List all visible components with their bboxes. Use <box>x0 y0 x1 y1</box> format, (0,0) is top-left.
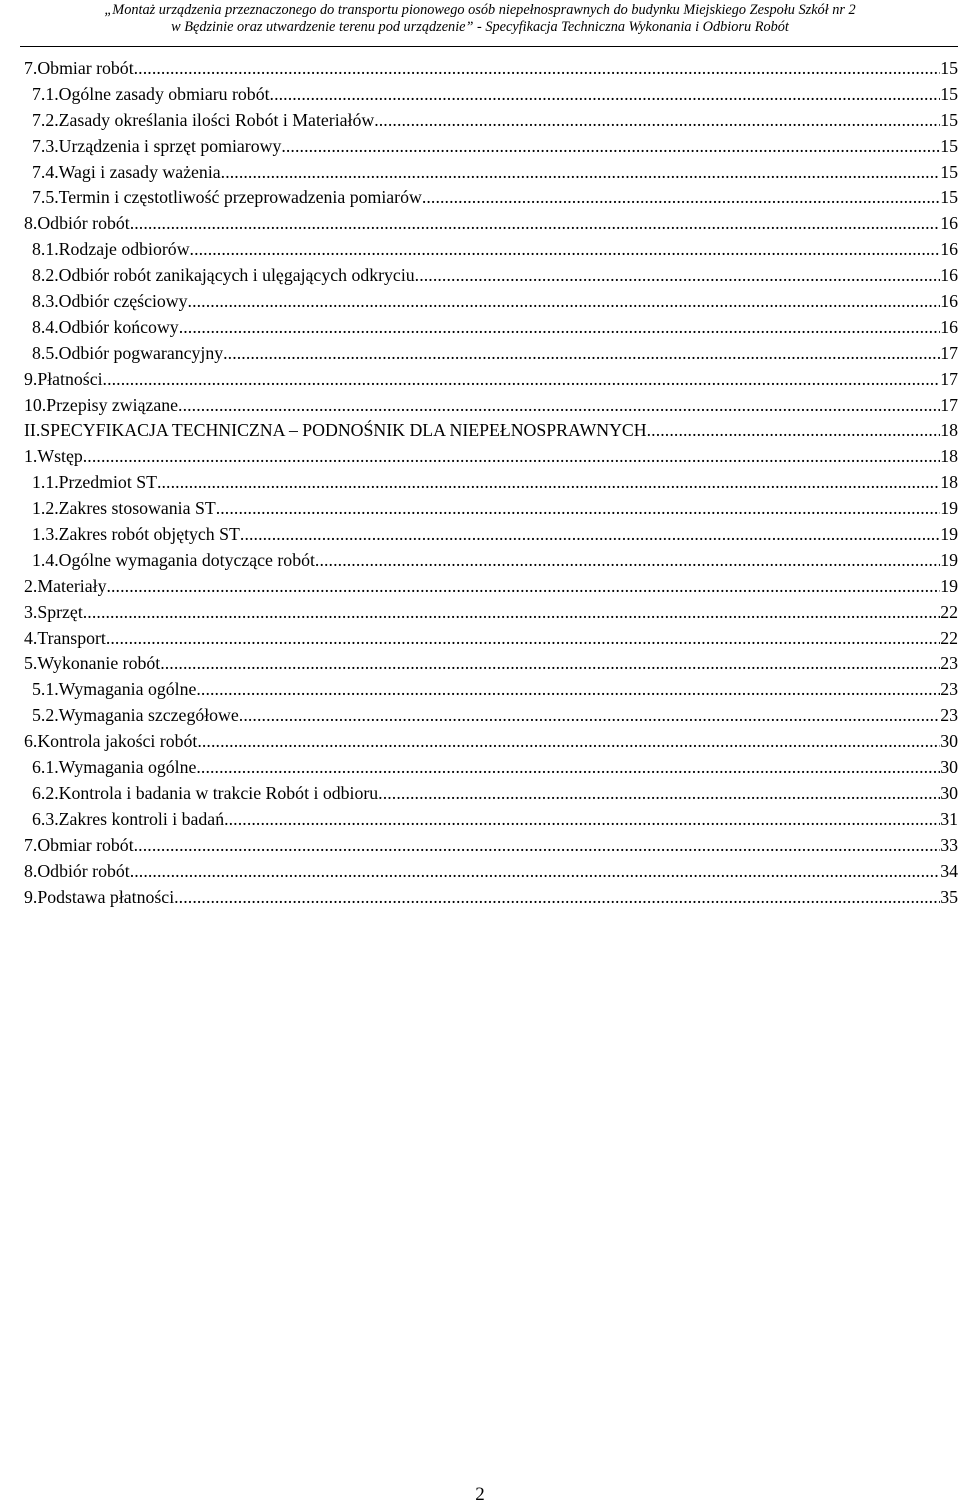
toc-entry[interactable] <box>24 677 958 703</box>
toc-leader-dots <box>130 859 941 885</box>
toc-entry-label: 8.2.Odbiór robót zanikających i ulęgających odkryciu <box>32 265 415 286</box>
toc-entry[interactable] <box>24 341 958 367</box>
toc-leader-dots <box>190 237 941 263</box>
page-number: 2 <box>475 1484 485 1505</box>
toc-entry-page: 19 <box>940 549 958 570</box>
toc-entry[interactable] <box>24 315 958 341</box>
toc-entry-page: 16 <box>940 239 958 260</box>
toc-entry-label: II.SPECYFIKACJA TECHNICZNA – PODNOŚNIK DLA NIEPEŁNOSPRAWNYCH <box>24 420 647 441</box>
toc-entry-label: 1.2.Zakres stosowania ST <box>32 498 216 519</box>
toc-entry[interactable] <box>24 574 958 600</box>
header-line-2: w Będzinie oraz utwardzenie terenu pod urządzenie” - Specyfikacja Techniczna Wykonania i Odbioru Robót <box>171 19 789 35</box>
toc-entry-page: 15 <box>940 83 958 104</box>
toc-leader-dots <box>422 185 940 211</box>
toc-leader-dots <box>106 626 940 652</box>
toc-entry-label: 6.1.Wymagania ogólne <box>32 757 197 778</box>
toc-entry[interactable] <box>24 211 958 237</box>
toc-entry[interactable] <box>24 807 958 833</box>
toc-leader-dots <box>240 522 940 548</box>
toc-entry-page: 22 <box>940 627 958 648</box>
toc-entry-label: 7.Obmiar robót <box>24 834 134 855</box>
toc-entry-label: 1.Wstęp <box>24 446 83 467</box>
toc-entry-page: 19 <box>940 575 958 596</box>
toc-leader-dots <box>83 444 940 470</box>
running-header <box>0 0 960 44</box>
toc-entry-page: 15 <box>940 135 958 156</box>
toc-leader-dots <box>315 548 940 574</box>
toc-entry-label: 1.1.Przedmiot ST <box>32 472 157 493</box>
toc-leader-dots <box>239 703 940 729</box>
toc-entry[interactable] <box>24 626 958 652</box>
toc-entry-label: 7.4.Wagi i zasady ważenia <box>32 161 221 182</box>
toc-entry-label: 10.Przepisy związane <box>24 394 179 415</box>
toc-leader-dots <box>130 211 941 237</box>
toc-entry-page: 17 <box>940 368 958 389</box>
toc-entry-label: 1.4.Ogólne wymagania dotyczące robót <box>32 549 315 570</box>
toc-entry[interactable] <box>24 885 958 911</box>
toc-entry[interactable] <box>24 185 958 211</box>
toc-entry[interactable] <box>24 263 958 289</box>
toc-leader-dots <box>160 651 940 677</box>
toc-entry-page: 31 <box>940 808 958 829</box>
toc-entry-page: 30 <box>940 757 958 778</box>
toc-entry-page: 34 <box>940 860 958 881</box>
toc-leader-dots <box>103 367 941 393</box>
toc-entry-label: 6.3.Zakres kontroli i badań <box>32 808 225 829</box>
toc-entry-label: 8.5.Odbiór pogwarancyjny <box>32 342 224 363</box>
toc-entry-label: 9.Podstawa płatności <box>24 886 175 907</box>
toc-leader-dots <box>216 496 941 522</box>
toc-leader-dots <box>223 341 940 367</box>
toc-entry[interactable] <box>24 755 958 781</box>
toc-entry-page: 23 <box>940 679 958 700</box>
toc-entry-label: 7.2.Zasady określania ilości Robót i Materiałów <box>32 109 375 130</box>
toc-entry-page: 33 <box>940 834 958 855</box>
toc-leader-dots <box>106 574 940 600</box>
toc-entry[interactable] <box>24 108 958 134</box>
toc-leader-dots <box>196 677 940 703</box>
toc-entry[interactable] <box>24 160 958 186</box>
toc-entry-page: 19 <box>940 524 958 545</box>
toc-entry-page: 17 <box>940 394 958 415</box>
toc-entry-label: 7.Obmiar robót <box>24 58 134 78</box>
toc-entry[interactable] <box>24 600 958 626</box>
toc-entry[interactable] <box>24 548 958 574</box>
toc-entry-page: 15 <box>940 161 958 182</box>
header-divider <box>20 46 958 47</box>
toc-leader-dots <box>174 885 940 911</box>
toc-entry-page: 19 <box>940 498 958 519</box>
toc-entry-page: 16 <box>940 265 958 286</box>
toc-leader-dots <box>221 160 941 186</box>
toc-leader-dots <box>83 600 940 626</box>
toc-entry-page: 35 <box>940 886 958 907</box>
toc-entry-page: 30 <box>940 782 958 803</box>
toc-entry-page: 23 <box>940 705 958 726</box>
toc-leader-dots <box>374 108 940 134</box>
toc-entry-page: 18 <box>940 420 958 441</box>
toc-leader-dots <box>647 418 941 444</box>
toc-entry-label: 9.Płatności <box>24 368 103 389</box>
toc-entry[interactable] <box>24 781 958 807</box>
toc-entry-page: 16 <box>940 316 958 337</box>
toc-entry[interactable] <box>24 367 958 393</box>
toc-entry[interactable] <box>24 470 958 496</box>
toc-leader-dots <box>178 393 940 419</box>
toc-entry-label: 7.1.Ogólne zasady obmiaru robót <box>32 83 270 104</box>
table-of-contents <box>24 56 958 910</box>
toc-entry[interactable] <box>24 134 958 160</box>
toc-leader-dots <box>197 729 940 755</box>
toc-entry[interactable] <box>24 833 958 859</box>
toc-entry[interactable] <box>24 444 958 470</box>
toc-entry-page: 23 <box>940 653 958 674</box>
toc-entry-label: 7.5.Termin i częstotliwość przeprowadzenia pomiarów <box>32 187 422 208</box>
toc-entry-label: 5.Wykonanie robót <box>24 653 161 674</box>
toc-entry-label: 8.Odbiór robót <box>24 213 130 234</box>
toc-leader-dots <box>157 470 940 496</box>
header-line-1: „Montaż urządzenia przeznaczonego do transportu pionowego osób niepełnosprawnych do budynku Miejskiego Zespołu Szkół nr 2 <box>104 2 856 18</box>
toc-entry-label: 3.Sprzęt <box>24 601 83 622</box>
toc-entry-label: 5.1.Wymagania ogólne <box>32 679 197 700</box>
toc-entry-page: 15 <box>940 109 958 130</box>
toc-entry[interactable] <box>24 729 958 755</box>
toc-entry-page: 18 <box>940 472 958 493</box>
toc-entry[interactable] <box>24 496 958 522</box>
toc-entry[interactable] <box>24 522 958 548</box>
toc-entry[interactable] <box>24 237 958 263</box>
toc-leader-dots <box>134 56 941 82</box>
toc-leader-dots <box>188 289 941 315</box>
toc-entry-page: 18 <box>940 446 958 467</box>
toc-entry[interactable] <box>24 56 958 82</box>
toc-leader-dots <box>378 781 940 807</box>
toc-entry-label: 2.Materiały <box>24 575 107 596</box>
toc-entry-label: 8.3.Odbiór częściowy <box>32 291 188 312</box>
toc-entry-label: 1.3.Zakres robót objętych ST <box>32 524 240 545</box>
toc-entry-label: 5.2.Wymagania szczegółowe <box>32 705 239 726</box>
toc-entry-page: 15 <box>940 187 958 208</box>
toc-entry-label: 8.1.Rodzaje odbiorów <box>32 239 190 260</box>
toc-entry-page: 30 <box>940 731 958 752</box>
toc-leader-dots <box>179 315 941 341</box>
toc-leader-dots <box>224 807 940 833</box>
toc-entry-page: 16 <box>940 213 958 234</box>
toc-entry[interactable] <box>24 289 958 315</box>
toc-leader-dots <box>270 82 941 108</box>
toc-entry-page: 22 <box>940 601 958 622</box>
toc-entry[interactable] <box>24 82 958 108</box>
toc-leader-dots <box>415 263 941 289</box>
toc-leader-dots <box>281 134 940 160</box>
toc-entry-label: 6.Kontrola jakości robót <box>24 731 198 752</box>
toc-entry-label: 8.Odbiór robót <box>24 860 130 881</box>
toc-entry-page: 15 <box>940 58 958 78</box>
toc-entry[interactable] <box>24 393 958 419</box>
toc-leader-dots <box>196 755 940 781</box>
toc-entry-label: 7.3.Urządzenia i sprzęt pomiarowy <box>32 135 282 156</box>
toc-entry[interactable] <box>24 418 958 444</box>
toc-entry-page: 16 <box>940 291 958 312</box>
toc-entry[interactable] <box>24 651 958 677</box>
toc-entry[interactable] <box>24 703 958 729</box>
toc-entry-page: 17 <box>940 342 958 363</box>
toc-leader-dots <box>134 833 941 859</box>
toc-entry-label: 8.4.Odbiór końcowy <box>32 316 179 337</box>
toc-entry[interactable] <box>24 859 958 885</box>
toc-entry-label: 6.2.Kontrola i badania w trakcie Robót i odbioru <box>32 782 379 803</box>
toc-entry-label: 4.Transport <box>24 627 106 648</box>
